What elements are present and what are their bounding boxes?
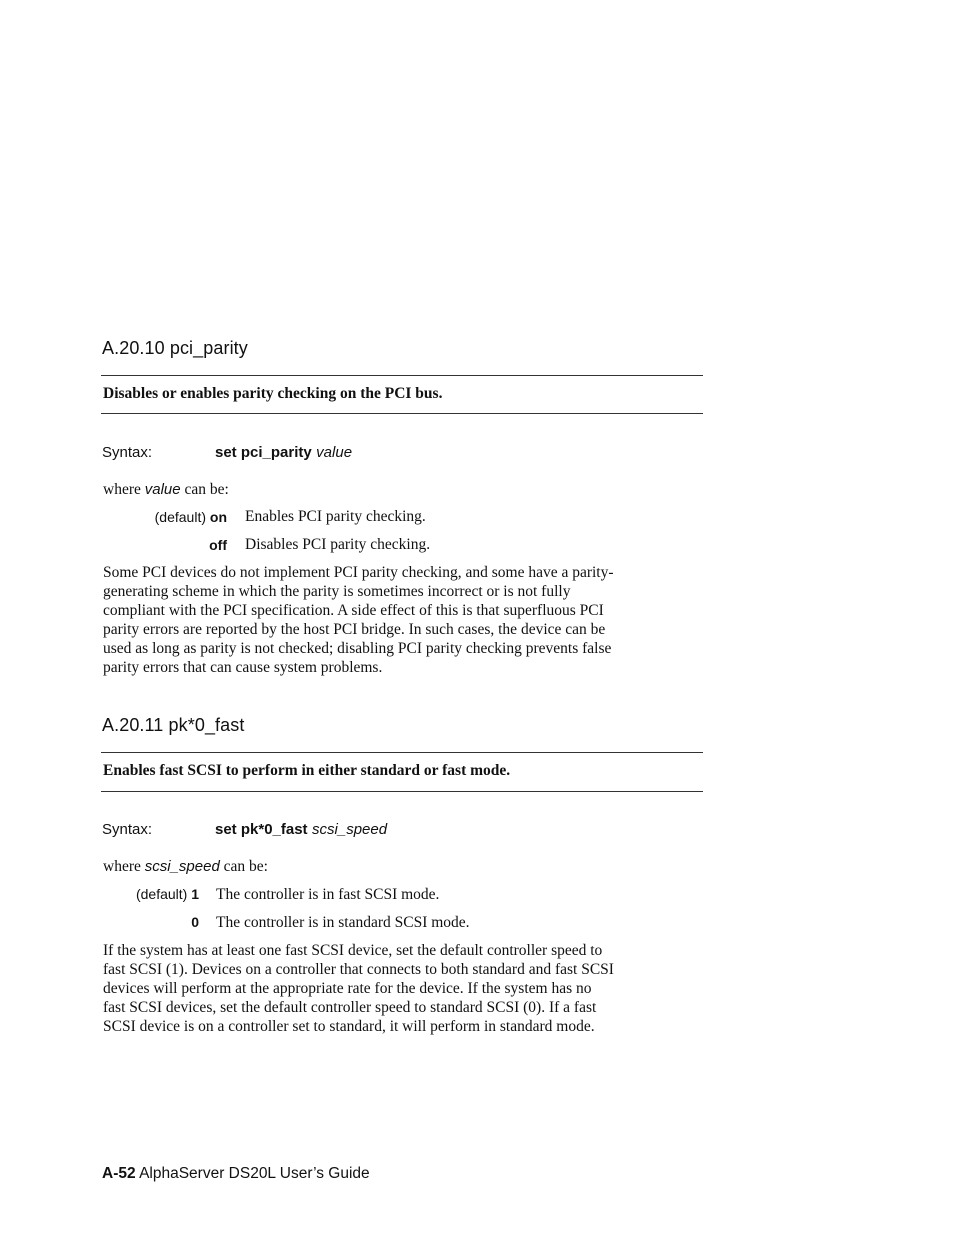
section-summary: Disables or enables parity checking on the PCI bus. [103,385,443,402]
paragraph-line: fast SCSI (1). Devices on a controller that connects to both standard and fast SCSI [103,960,614,978]
paragraph-line: parity errors that can cause system problems. [103,658,383,676]
body-paragraph [103,564,703,677]
book-title: AlphaServer DS20L User’s Guide [139,1165,370,1182]
paragraph-line: parity errors are reported by the host PCI bridge. In such cases, the device can be [103,620,606,638]
option-label [191,914,199,930]
option-value: on [209,509,227,525]
option-label [209,537,227,553]
where-prefix: where [103,481,145,498]
paragraph-line: devices will perform at the appropriate rate for the device. If the system has no [103,979,592,997]
syntax-label: Syntax: [102,444,153,461]
paragraph-line: Some PCI devices do not implement PCI parity checking, and some have a parity- [103,564,614,581]
where-line [103,858,268,876]
page-footer [102,1165,370,1183]
syntax-line [215,821,387,839]
where-argument: value [144,481,181,498]
where-argument: scsi_speed [144,858,220,875]
section-summary: Enables fast SCSI to perform in either standard or fast mode. [103,762,511,779]
paragraph-line: generating scheme in which the parity is sometimes incorrect or is not fully [103,582,571,600]
page-number: A-52 [102,1165,136,1182]
option-value: 0 [191,914,199,930]
paragraph-line: compliant with the PCI specification. A side effect of this is that superfluous PCI [103,601,604,619]
syntax-command: set pci_parity [215,444,312,461]
summary-top-rule [101,375,703,376]
summary-bottom-rule [101,413,703,414]
section-heading-pci-parity: A.20.10 pci_parity [102,338,248,358]
option-description: The controller is in fast SCSI mode. [216,886,440,903]
where-line [103,481,229,499]
syntax-argument: scsi_speed [312,821,388,838]
option-description: Disables PCI parity checking. [245,536,431,553]
where-prefix: where [103,858,145,875]
body-paragraph [103,942,703,1037]
default-tag: (default) [154,509,210,525]
paragraph-line: fast SCSI devices, set the default controller speed to standard SCSI (0). If a fast [103,998,597,1016]
syntax-argument: value [316,444,353,461]
default-tag: (default) [135,886,192,902]
where-suffix: can be: [219,858,268,875]
syntax-line [215,444,352,462]
option-value: off [209,537,227,553]
summary-top-rule [101,752,703,753]
syntax-command: set pk*0_fast [215,821,308,838]
option-label [155,509,227,525]
summary-bottom-rule [101,791,703,792]
paragraph-line: If the system has at least one fast SCSI device, set the default controller speed to [103,942,603,959]
syntax-label: Syntax: [102,821,153,838]
paragraph-line: used as long as parity is not checked; disabling PCI parity checking prevents false [103,639,612,657]
option-value: 1 [191,886,199,902]
section-heading-pk0-fast: A.20.11 pk*0_fast [102,715,245,735]
option-description: Enables PCI parity checking. [245,508,426,525]
option-description: The controller is in standard SCSI mode. [216,914,470,931]
option-label [136,886,199,902]
paragraph-line: SCSI device is on a controller set to standard, it will perform in standard mode. [103,1017,595,1035]
where-suffix: can be: [180,481,229,498]
